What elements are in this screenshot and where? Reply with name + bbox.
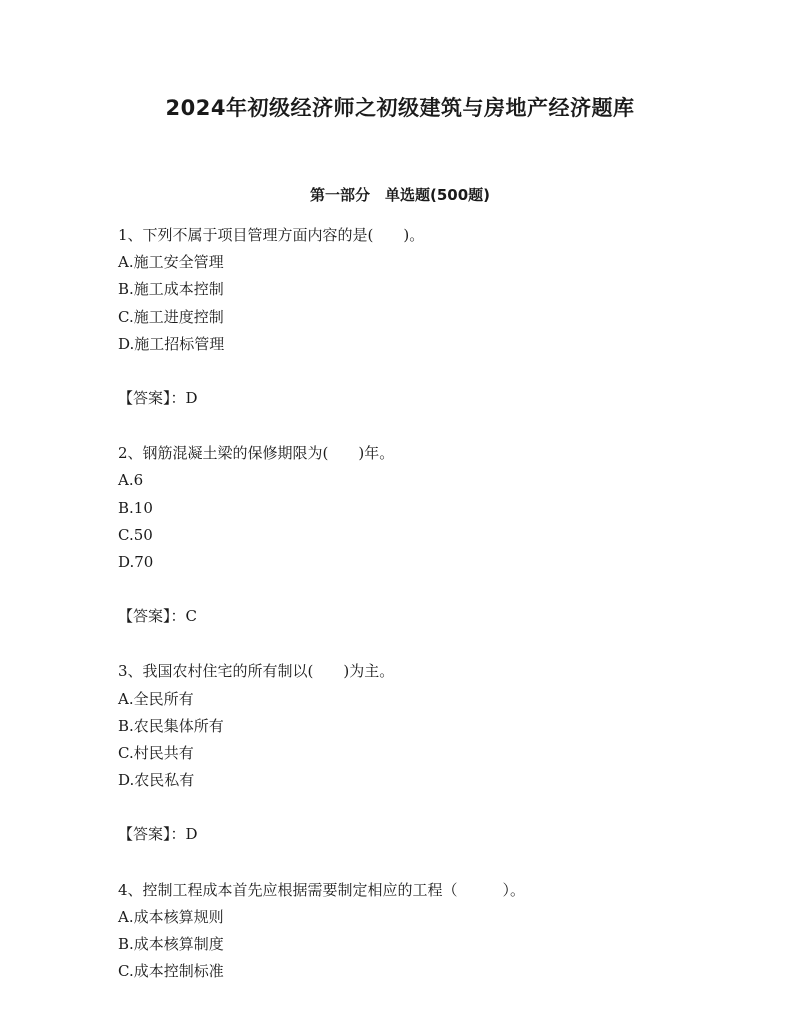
- question-stem: 4、控制工程成本首先应根据需要制定相应的工程（ ）。: [118, 880, 526, 899]
- answer-label: 【答案】：D: [118, 389, 198, 408]
- question-3: [118, 658, 738, 848]
- section-title: 第一部分 单选题(500题): [309, 186, 491, 204]
- answer-label: 【答案】：C: [118, 607, 197, 626]
- option-b: B.10: [118, 498, 153, 517]
- option-a: A.成本核算规则: [118, 907, 224, 926]
- option-a: A.6: [118, 471, 144, 490]
- question-1: [118, 222, 738, 412]
- option-b: B.施工成本控制: [118, 280, 224, 299]
- option-d: D.施工招标管理: [118, 334, 225, 353]
- question-stem: 2、钢筋混凝土梁的保修期限为( )年。: [118, 444, 395, 463]
- option-c: C.50: [118, 525, 153, 544]
- option-c: C.成本控制标准: [118, 962, 224, 981]
- option-d: D.农民私有: [118, 771, 195, 790]
- answer-label: 【答案】：D: [118, 825, 198, 844]
- option-b: B.农民集体所有: [118, 716, 224, 735]
- question-list: [118, 222, 738, 1013]
- option-a: A.全民所有: [118, 689, 194, 708]
- question-2: [118, 440, 738, 630]
- question-stem: 1、下列不属于项目管理方面内容的是( )。: [118, 226, 425, 244]
- document-title: 2024年初级经济师之初级建筑与房地产经济题库: [165, 96, 635, 120]
- question-stem: 3、我国农村住宅的所有制以( )为主。: [118, 662, 395, 681]
- option-c: C.村民共有: [118, 744, 194, 763]
- option-d: D.70: [118, 553, 154, 572]
- question-4: [118, 877, 738, 986]
- option-a: A.施工安全管理: [118, 253, 224, 272]
- option-c: C.施工进度控制: [118, 307, 224, 326]
- option-b: B.成本核算制度: [118, 935, 224, 954]
